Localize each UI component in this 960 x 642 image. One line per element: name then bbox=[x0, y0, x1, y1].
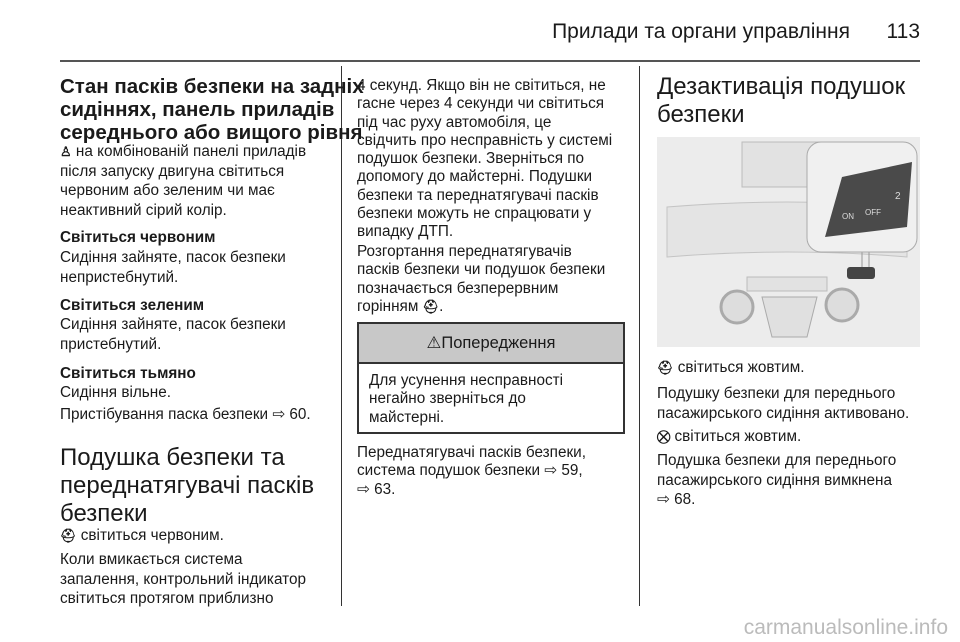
subheading-green: Світиться зеленим bbox=[60, 297, 205, 314]
text-line: пасажирського сидіння вимкнена bbox=[657, 471, 892, 489]
cross-references[interactable] bbox=[357, 444, 586, 499]
airbag-on-icon: ⛑ bbox=[657, 360, 674, 375]
text-line: випадку ДТП. bbox=[357, 223, 454, 241]
text-line: 4 секунд. Якщо він не світиться, не bbox=[357, 77, 606, 94]
warning-text bbox=[359, 364, 623, 427]
dashboard-illustration bbox=[657, 137, 920, 347]
text-line: Стан пасків безпеки на задніх bbox=[60, 75, 364, 98]
text-line: Сидіння зайняте, пасок безпеки bbox=[60, 316, 286, 333]
watermark: carmanualsonline.info bbox=[743, 616, 948, 639]
text-line: непристебнутий. bbox=[60, 268, 179, 286]
text-line: негайно зверніться до bbox=[369, 390, 526, 408]
text-line: Подушку безпеки для переднього bbox=[657, 385, 896, 402]
text-line: система подушок безпеки ⇨ 59, bbox=[357, 462, 583, 480]
running-header-title: Прилади та органи управління bbox=[552, 20, 850, 43]
text-line: безпеки bbox=[60, 500, 148, 527]
text-line: Подушка безпеки для переднього bbox=[657, 452, 897, 469]
airbag-off-text bbox=[657, 451, 896, 510]
text-line: запалення, контрольний індикатор bbox=[60, 570, 306, 588]
seatbelt-rear-icon: ♙ bbox=[60, 144, 72, 159]
text-line: пасажирського сидіння активовано. bbox=[657, 404, 910, 422]
text-line: Дезактивація подушок bbox=[657, 73, 906, 100]
intro-paragraph: ♙ на комбінованій панелі приладів після запуску двигуна світиться червоним або зеленим чи має неактивний сірий колір. bbox=[60, 143, 307, 219]
button-label-off: OFF bbox=[865, 208, 881, 217]
text-line: середнього або вищого рівня bbox=[60, 121, 363, 144]
dim-text bbox=[60, 383, 171, 403]
text-line: допомогу до майстерні. Подушки bbox=[357, 168, 593, 186]
airbag-off-icon: ⛒ bbox=[657, 429, 671, 444]
text-line: Для усунення несправності bbox=[369, 372, 564, 389]
warning-box bbox=[357, 322, 625, 434]
section-heading-deactivation bbox=[657, 73, 905, 129]
subheading-dim: Світиться тьмяно bbox=[60, 365, 196, 382]
text-line: майстерні. bbox=[369, 408, 445, 426]
text-line: подушок безпеки. Зверніться по bbox=[357, 150, 585, 168]
warning-triangle-icon: ⚠ bbox=[426, 334, 442, 352]
airbag-indicator-line: ⛑ світиться червоним. bbox=[60, 527, 224, 544]
button-label-on: ON bbox=[842, 212, 854, 221]
text-line: світиться протягом приблизно bbox=[60, 590, 274, 607]
airbag-text bbox=[60, 550, 306, 609]
text-line: безпеки та переднатягувачі пасків bbox=[357, 186, 599, 204]
red-text bbox=[60, 248, 286, 287]
text-line: гасне через 4 секунди чи світиться bbox=[357, 95, 605, 113]
column-divider bbox=[341, 66, 342, 606]
text-line: ⇨ 63. bbox=[357, 480, 396, 498]
column-divider bbox=[639, 66, 640, 606]
text-line: Сидіння зайняте, пасок безпеки bbox=[60, 249, 286, 266]
text-line: під час руху автомобіля, це bbox=[357, 113, 552, 131]
airbag-icon: ⛑ bbox=[422, 298, 440, 314]
airbag-on-text bbox=[657, 384, 909, 423]
warning-header: ⚠Попередження bbox=[359, 324, 623, 364]
text-line: свідчить про несправність у системі bbox=[357, 131, 613, 149]
section-heading-airbag bbox=[60, 444, 314, 528]
section-heading-rear-belt-status bbox=[60, 75, 364, 144]
fasten-reference-link[interactable]: Пристібування паска безпеки ⇨ 60. bbox=[60, 406, 311, 423]
text-line: Коли вмикається система bbox=[60, 551, 243, 568]
text-line: Переднатягувачі пасків безпеки, bbox=[357, 444, 586, 461]
airbag-off-indicator-line: ⛒ світиться жовтим. bbox=[657, 428, 802, 445]
text-line: переднатягувачі пасків bbox=[60, 472, 315, 499]
text-line: безпеки bbox=[657, 101, 745, 128]
text-line: безпеки можуть не спрацювати у bbox=[357, 205, 592, 223]
deployment-paragraph: Розгортання переднатягувачів пасків безпеки чи подушок безпеки позначається безперервним горінням ⛑. bbox=[357, 243, 606, 315]
airbag-on-indicator-line: ⛑ світиться жовтим. bbox=[657, 359, 805, 376]
page-number: 113 bbox=[886, 20, 920, 43]
header-rule bbox=[60, 60, 920, 62]
text-line: Сидіння вільне. bbox=[60, 384, 171, 401]
text-line: сидіннях, панель приладів bbox=[60, 98, 335, 121]
green-text bbox=[60, 315, 286, 354]
text-line: ⇨ 68. bbox=[657, 491, 696, 508]
subheading-red: Світиться червоним bbox=[60, 229, 216, 246]
text-line: Подушка безпеки та bbox=[60, 444, 285, 471]
text-line: пристебнутий. bbox=[60, 335, 162, 353]
airbag-text-continued bbox=[357, 77, 612, 242]
airbag-icon: ⛑ bbox=[60, 528, 77, 543]
button-label-2: 2 bbox=[895, 191, 901, 202]
